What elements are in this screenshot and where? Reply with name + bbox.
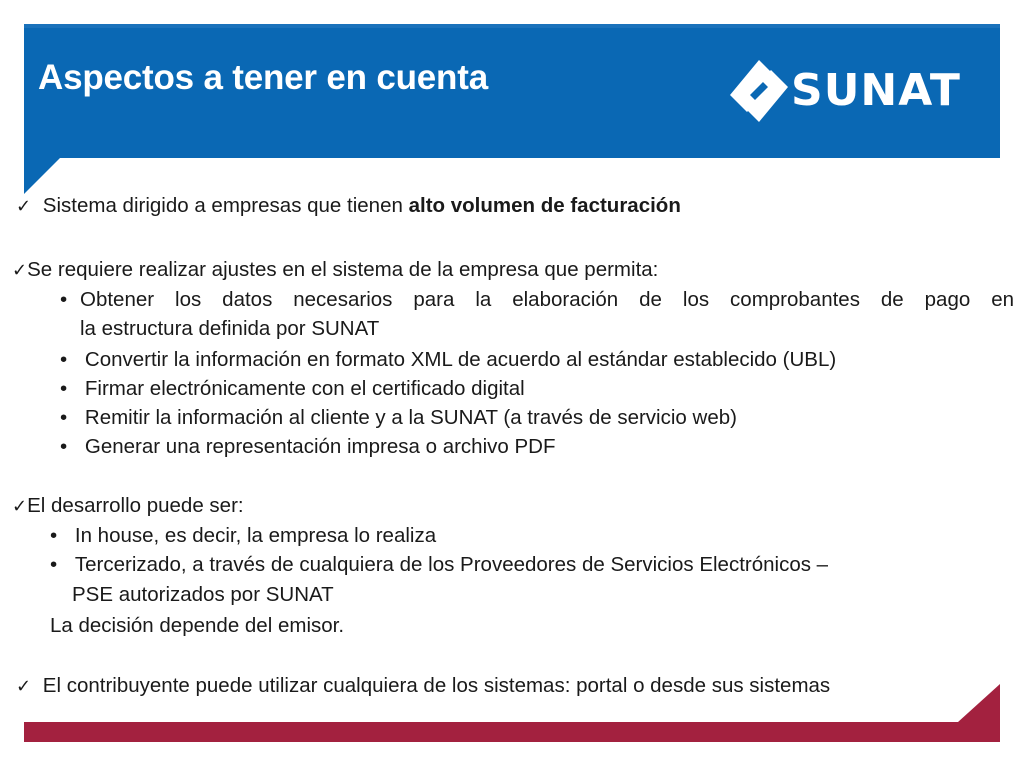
bullet-icon: • <box>60 406 68 429</box>
point-1-text: Sistema dirigido a empresas que tienen <box>42 194 409 217</box>
list-item-text: Remitir la información al cliente y a la SUNAT (a través de servicio web) <box>84 406 737 429</box>
point-4-text: El contribuyente puede utilizar cualquiera de los sistemas: portal o desde sus sistemas <box>42 674 831 697</box>
point-1 <box>16 194 681 219</box>
slide-title: Aspectos a tener en cuenta <box>38 58 488 97</box>
point-3-note: La decisión depende del emisor. <box>50 614 345 637</box>
list-item <box>60 348 836 372</box>
point-2 <box>12 258 658 283</box>
point-3 <box>12 494 244 519</box>
list-item <box>60 377 525 401</box>
list-item <box>50 553 828 577</box>
list-item <box>50 524 436 548</box>
list-item-text: PSE autorizados por SUNAT <box>72 583 334 606</box>
bullet-icon: • <box>60 288 68 311</box>
bullet-icon: • <box>50 553 58 576</box>
checkmark-icon: ✓ <box>16 676 32 697</box>
list-item <box>60 435 555 459</box>
list-item-text: Convertir la información en formato XML de acuerdo al estándar establecido (UBL) <box>84 348 837 371</box>
checkmark-icon: ✓ <box>16 196 32 217</box>
point-3-text: El desarrollo puede ser: <box>27 494 244 517</box>
list-item-text: Tercerizado, a través de cualquiera de los Proveedores de Servicios Electrónicos – <box>74 553 829 576</box>
checkmark-icon: ✓ <box>12 260 28 281</box>
list-item <box>60 288 67 312</box>
bullet-icon: • <box>50 524 58 547</box>
point-1-emphasis: alto volumen de facturación <box>408 194 681 217</box>
bullet-icon: • <box>60 377 68 400</box>
bullet-icon: • <box>60 435 68 458</box>
sunat-logo-text: SUNAT <box>791 65 961 116</box>
list-item <box>60 406 737 430</box>
list-item-text: Obtener los datos necesarios para la elaboración de los comprobantes de pago en <box>80 288 1014 311</box>
bullet-icon: • <box>60 348 68 371</box>
list-item-text: In house, es decir, la empresa lo realiza <box>74 524 437 547</box>
list-item-text: Firmar electrónicamente con el certificado digital <box>84 377 525 400</box>
point-2-text: Se requiere realizar ajustes en el sistema de la empresa que permita: <box>27 258 659 281</box>
list-item-text: la estructura definida por SUNAT <box>80 317 380 340</box>
list-item-text: Generar una representación impresa o archivo PDF <box>84 435 556 458</box>
checkmark-icon: ✓ <box>12 496 28 517</box>
footer-band <box>0 680 1024 768</box>
